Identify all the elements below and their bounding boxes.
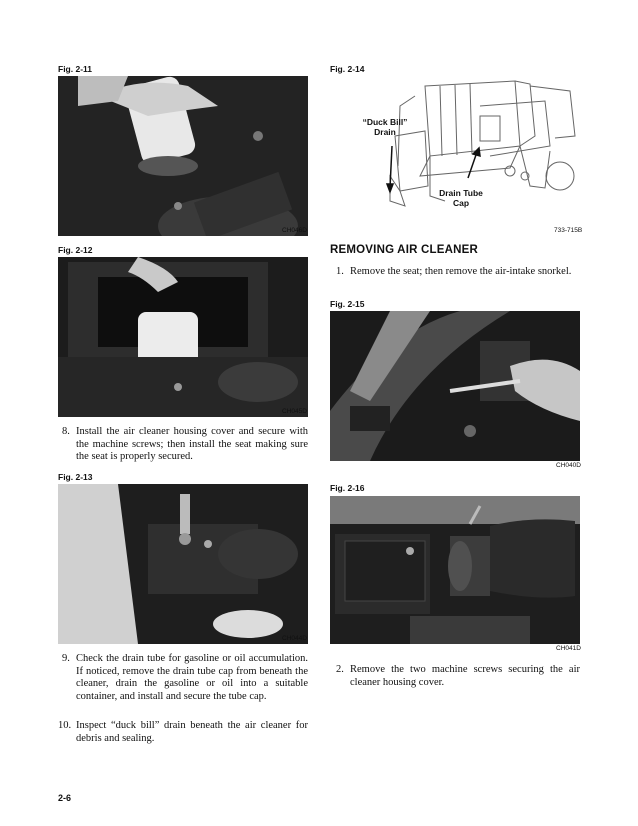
fig-2-13-code: CH044D xyxy=(282,635,307,642)
fig-2-12-label: Fig. 2-12 xyxy=(58,245,93,255)
step-r2-text: Remove the two machine screws securing the air cleaner housing cover. xyxy=(350,664,580,688)
step-10-number: 10. xyxy=(58,720,72,731)
fig-2-12-photo xyxy=(58,257,308,417)
fig-2-15-photo xyxy=(330,311,580,461)
fig-2-11-code: CH046D xyxy=(282,227,307,234)
page-number: 2-6 xyxy=(58,793,72,803)
step-r1-text: Remove the seat; then remove the air-intake snorkel. xyxy=(350,266,572,277)
callout-drain-tube-line1: Drain Tube xyxy=(439,188,483,198)
fig-2-14-code: 733-715B xyxy=(554,227,583,234)
fig-2-15-code: CH040D xyxy=(556,462,581,469)
step-8-number: 8. xyxy=(62,426,70,437)
fig-2-14-label: Fig. 2-14 xyxy=(330,64,365,74)
callout-duck-bill-line1: “Duck Bill” xyxy=(362,117,408,127)
fig-2-11-label: Fig. 2-11 xyxy=(58,64,93,74)
fig-2-14-diagram xyxy=(330,76,583,236)
step-r2-number: 2. xyxy=(336,664,344,675)
step-r1 xyxy=(330,266,580,279)
fig-2-15-label: Fig. 2-15 xyxy=(330,299,365,309)
step-r1-number: 1. xyxy=(336,266,344,277)
fig-2-16-label: Fig. 2-16 xyxy=(330,483,365,493)
step-8-text: Install the air cleaner housing cover and secure with the machine screws; then install the seat making sure the seat is properly secured. xyxy=(76,426,308,462)
fig-2-13-label: Fig. 2-13 xyxy=(58,472,93,482)
step-r2 xyxy=(330,664,580,689)
callout-duck-bill-line2: Drain xyxy=(374,127,396,137)
fig-2-16-photo xyxy=(330,496,580,644)
step-10 xyxy=(58,720,308,745)
step-9-text: Check the drain tube for gasoline or oil accumulation. If noticed, remove the drain tube cap from beneath the cleaner, drain the gasoline or oil into a suitable container, and install and secure the tube cap. xyxy=(76,653,308,702)
fig-2-13-photo xyxy=(58,484,308,644)
step-8 xyxy=(58,426,308,464)
fig-2-16-code: CH041D xyxy=(556,645,581,652)
step-9-number: 9. xyxy=(62,653,70,664)
fig-2-12-code: CH045D xyxy=(282,408,307,415)
section-heading: REMOVING AIR CLEANER xyxy=(330,244,478,256)
fig-2-11-photo xyxy=(58,76,308,236)
callout-drain-tube-line2: Cap xyxy=(452,198,470,208)
step-10-text: Inspect “duck bill” drain beneath the air cleaner for debris and sealing. xyxy=(76,720,308,744)
step-9 xyxy=(58,653,308,703)
